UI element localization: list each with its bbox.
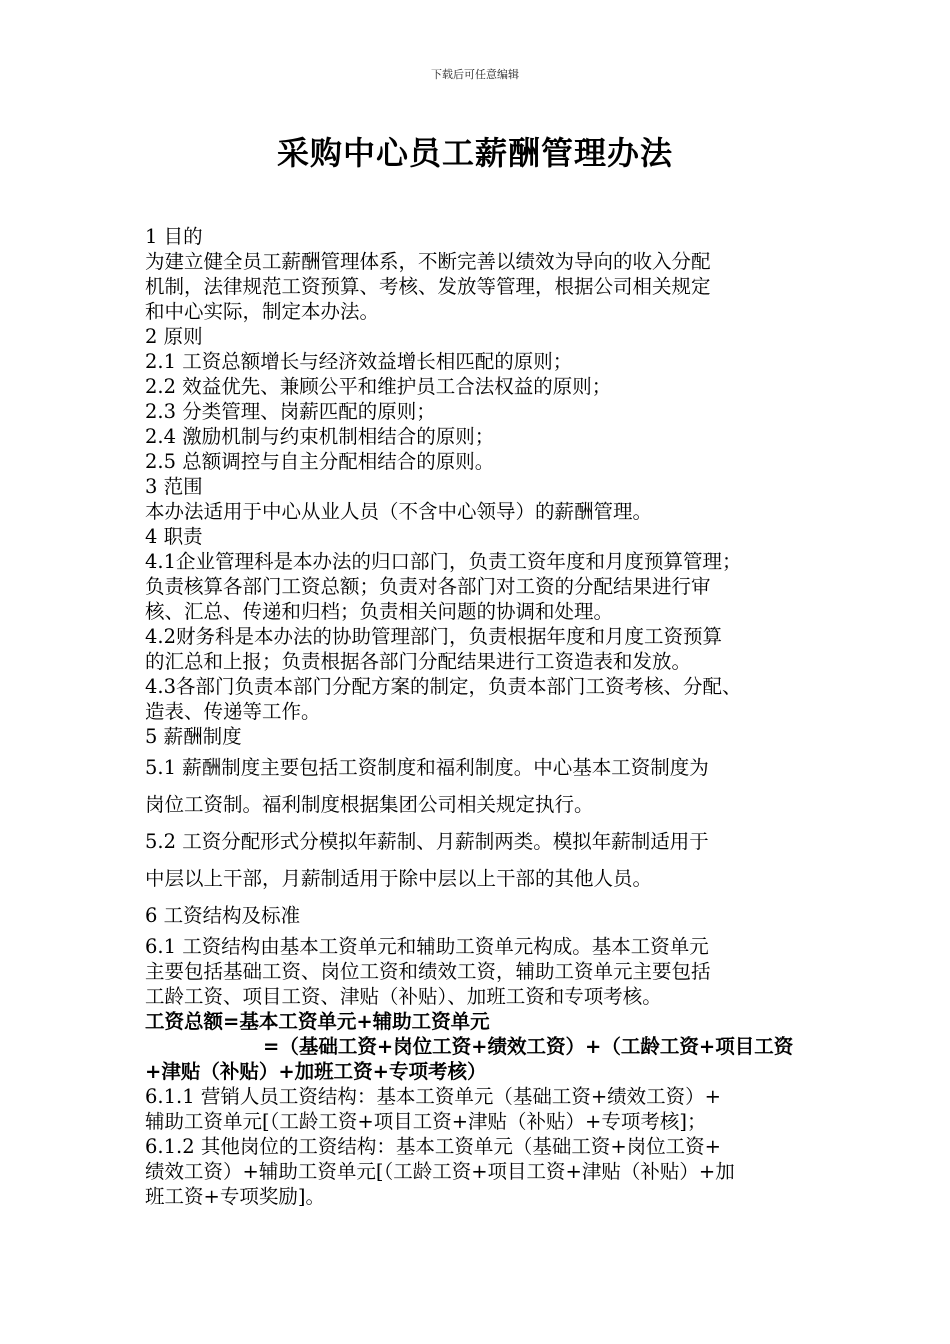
paragraph-line: 和中心实际，制定本办法。 [145,300,380,323]
section-heading: 3 范围 [145,475,203,498]
section-heading: 4 职责 [145,525,203,548]
document-title: 采购中心员工薪酬管理办法 [276,134,673,172]
paragraph-line: 核、汇总、传递和归档；负责相关问题的协调和处理。 [145,600,614,623]
paragraph-line: 6.1.1 营销人员工资结构：基本工资单元（基础工资+绩效工资）+ [145,1085,721,1108]
list-item: 2.3 分类管理、岗薪匹配的原则； [145,400,436,423]
page-header: 下载后可任意编辑 [431,68,519,81]
paragraph-line: 5.1 薪酬制度主要包括工资制度和福利制度。中心基本工资制度为 [145,756,709,779]
section-heading: 6 工资结构及标准 [145,904,301,927]
formula-line: +津贴（补贴）+加班工资+专项考核） [145,1060,487,1083]
formula-line: =（基础工资+岗位工资+绩效工资）+（工龄工资+项目工资 [263,1035,794,1058]
section-heading: 2 原则 [145,325,203,348]
paragraph-line: 本办法适用于中心从业人员（不含中心领导）的薪酬管理。 [145,500,653,523]
paragraph-line: 造表、传递等工作。 [145,700,321,723]
section-heading: 1 目的 [145,225,203,248]
paragraph-line: 4.3各部门负责本部门分配方案的制定，负责本部门工资考核、分配、 [145,675,742,698]
paragraph-line: 主要包括基础工资、岗位工资和绩效工资，辅助工资单元主要包括 [145,960,711,983]
paragraph-line: 6.1 工资结构由基本工资单元和辅助工资单元构成。基本工资单元 [145,935,709,958]
paragraph-line: 6.1.2 其他岗位的工资结构：基本工资单元（基础工资+岗位工资+ [145,1135,721,1158]
paragraph-line: 绩效工资）+辅助工资单元[（工龄工资+项目工资+津贴（补贴）+加 [145,1160,735,1183]
list-item: 2.1 工资总额增长与经济效益增长相匹配的原则； [145,350,573,373]
paragraph-line: 负责核算各部门工资总额；负责对各部门对工资的分配结果进行审 [145,575,711,598]
paragraph-line: 机制，法律规范工资预算、考核、发放等管理，根据公司相关规定 [145,275,711,298]
paragraph-line: 中层以上干部，月薪制适用于除中层以上干部的其他人员。 [145,867,653,890]
formula-line: 工资总额=基本工资单元+辅助工资单元 [145,1010,490,1033]
list-item: 2.4 激励机制与约束机制相结合的原则； [145,425,495,448]
paragraph-line: 5.2 工资分配形式分模拟年薪制、月薪制两类。模拟年薪制适用于 [145,830,709,853]
paragraph-line: 班工资+专项奖励]。 [145,1185,325,1208]
document-body [145,224,835,1209]
paragraph-line: 辅助工资单元[（工龄工资+项目工资+津贴（补贴）+专项考核]； [145,1110,707,1133]
list-item: 2.2 效益优先、兼顾公平和维护员工合法权益的原则； [145,375,612,398]
section-heading: 5 薪酬制度 [145,725,242,748]
paragraph-line: 4.1企业管理科是本办法的归口部门，负责工资年度和月度预算管理； [145,550,742,573]
paragraph-line: 为建立健全员工薪酬管理体系，不断完善以绩效为导向的收入分配 [145,250,711,273]
paragraph-line: 4.2财务科是本办法的协助管理部门，负责根据年度和月度工资预算 [145,625,723,648]
paragraph-line: 岗位工资制。福利制度根据集团公司相关规定执行。 [145,793,594,816]
paragraph-line: 的汇总和上报；负责根据各部门分配结果进行工资造表和发放。 [145,650,692,673]
list-item: 2.5 总额调控与自主分配相结合的原则。 [145,450,495,473]
paragraph-line: 工龄工资、项目工资、津贴（补贴）、加班工资和专项考核。 [145,985,662,1008]
